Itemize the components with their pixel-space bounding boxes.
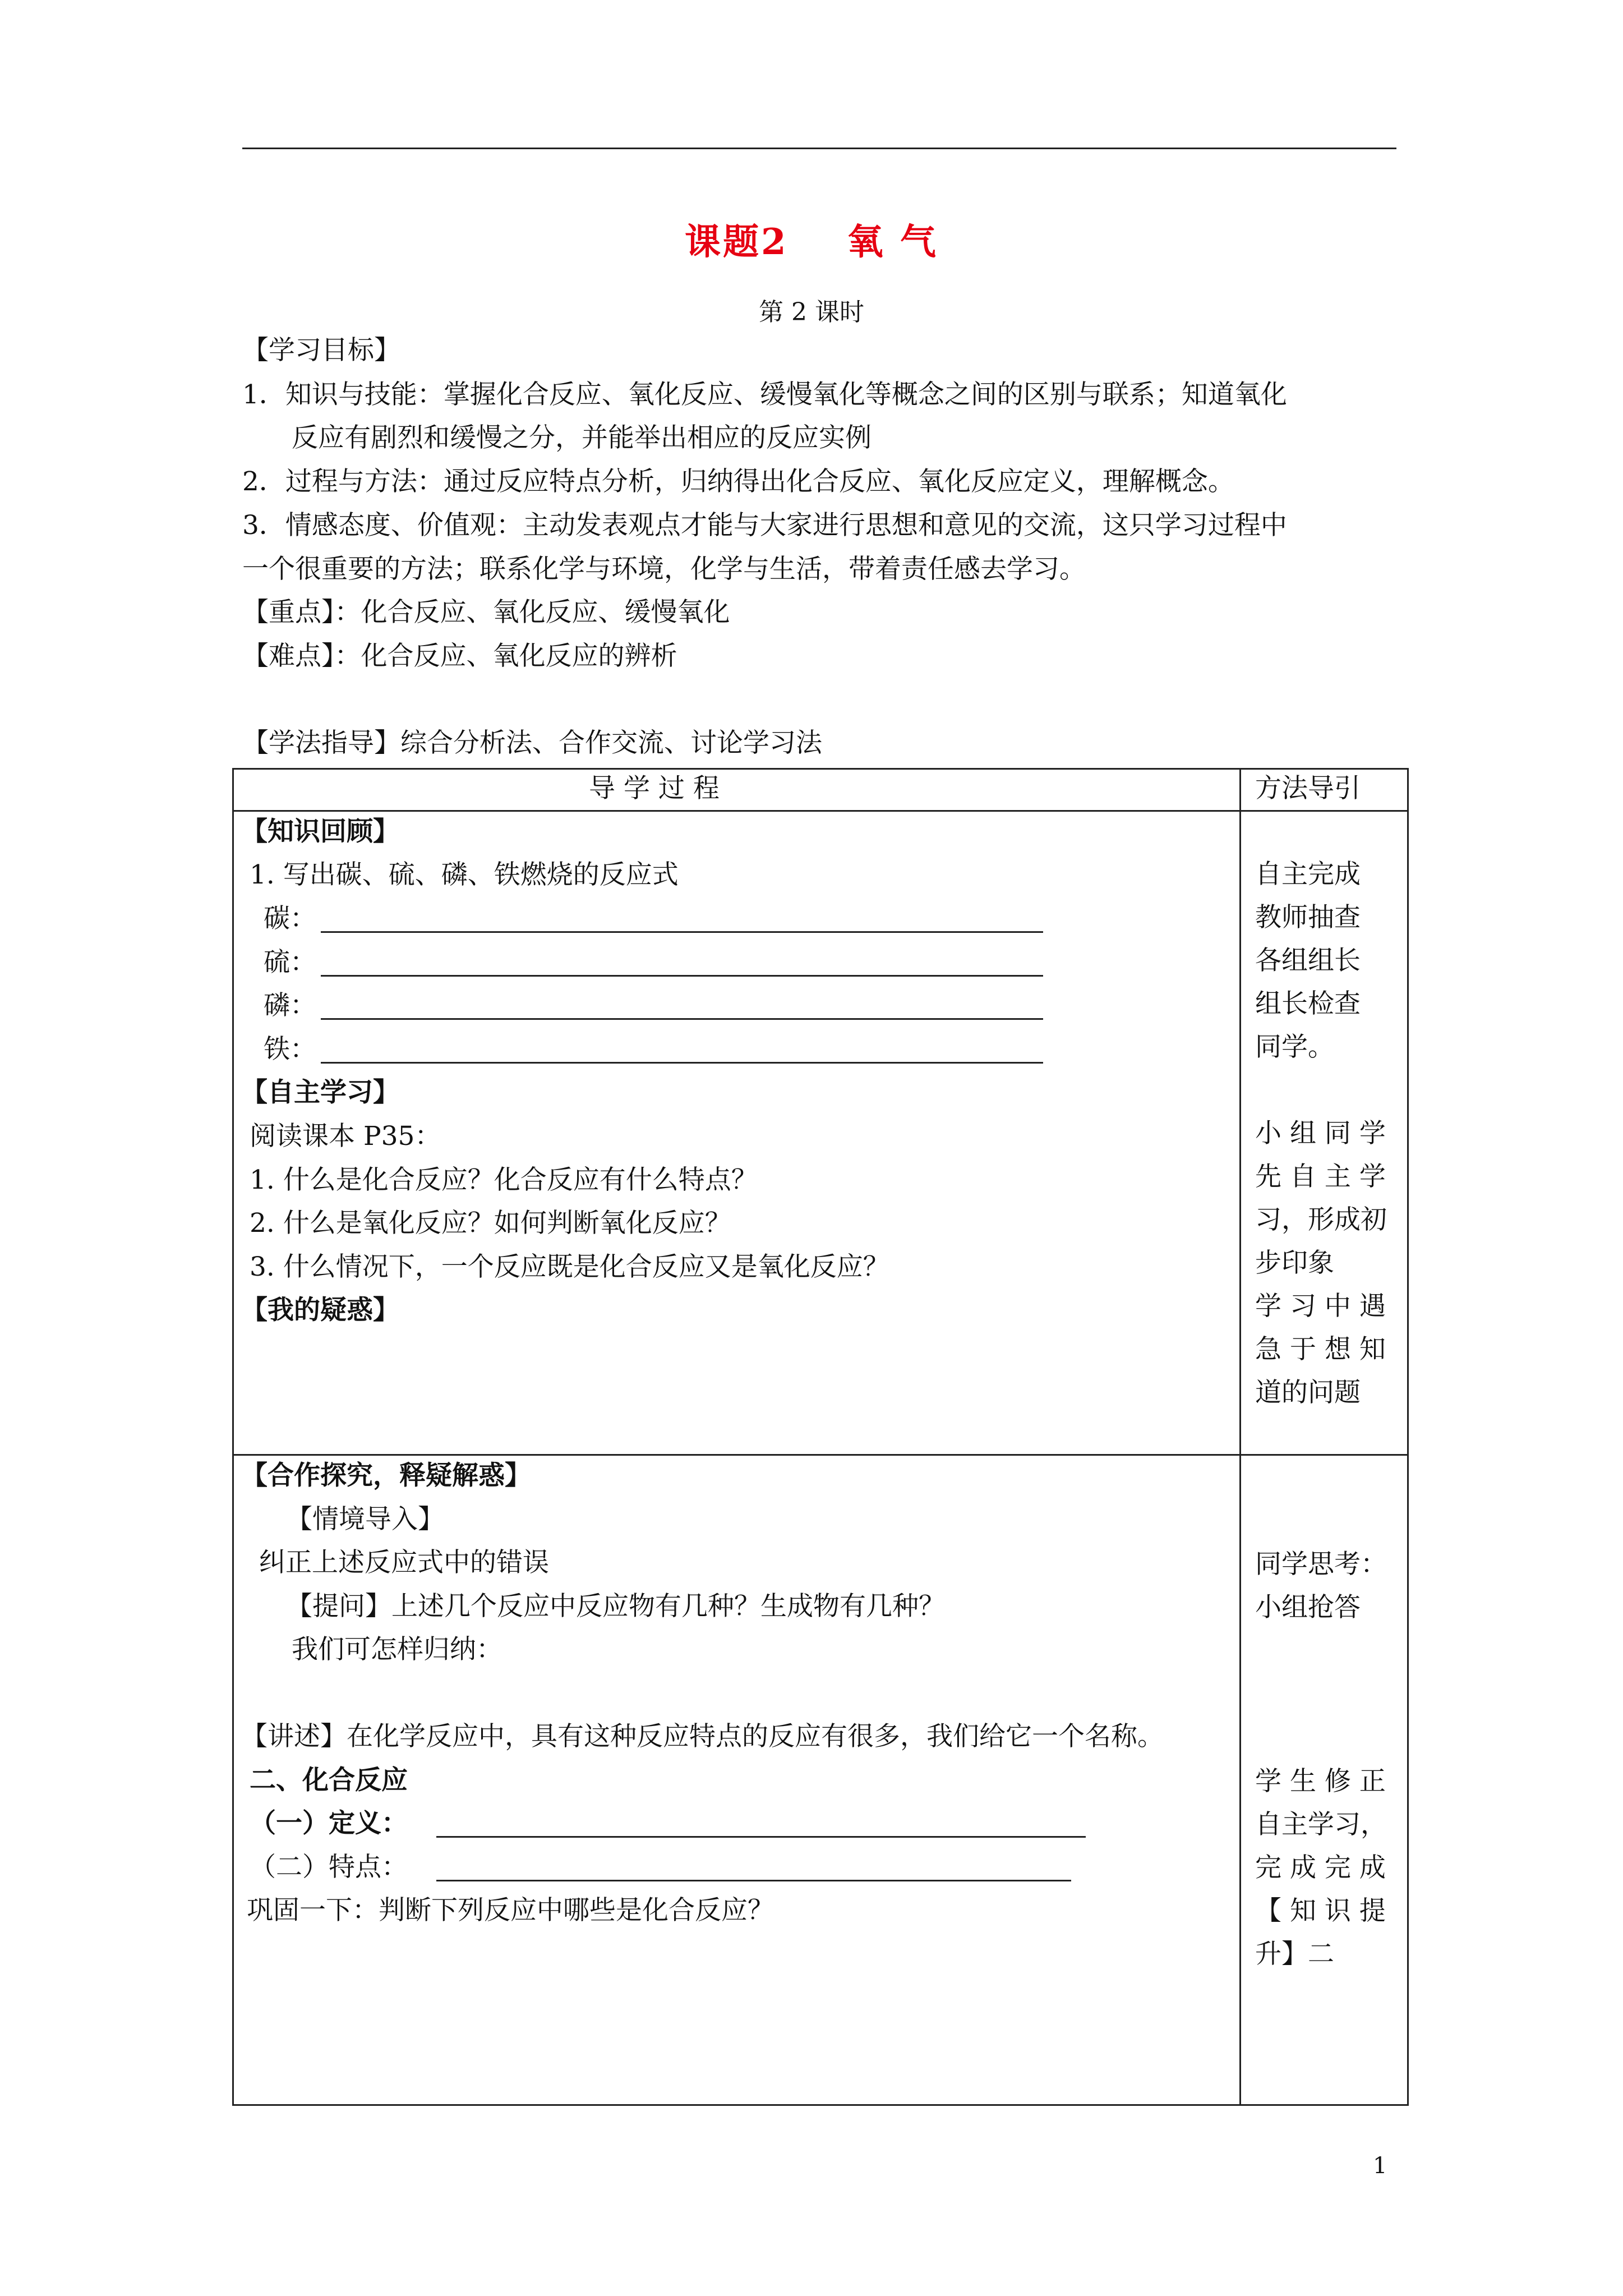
definition-label: （一）定义： [250,1808,408,1839]
objective-2: 2．过程与方法：通过反应特点分析，归纳得出化合反应、氧化反应定义，理解概念。 [242,466,1234,497]
review-label-sulfur: 硫： [264,947,316,978]
method-guide-3 [1255,1760,1395,1976]
objective-1-line2: 反应有剧烈和缓慢之分，并能举出相应的反应实例 [292,422,872,453]
method-guide-line: 小 组 同 学 [1255,1118,1386,1149]
method-guide-line: 升】二 [1255,1939,1334,1970]
review-label-carbon: 碳： [264,903,316,934]
lecture-text: 【讲述】在化学反应中，具有这种反应特点的反应有很多，我们给它一个名称。 [241,1721,1164,1752]
method-guide-line: 步印象 [1255,1248,1334,1278]
key-point: 【重点】：化合反应、氧化反应、缓慢氧化 [242,597,730,628]
method-guide-line: 同学思考： [1255,1549,1387,1580]
method-guide-line: 自主完成 [1255,859,1361,890]
method-guide-1 [1255,853,1395,1414]
objective-3-line2: 一个很重要的方法；联系化学与环境，化学与生活，带着责任感去学习。 [242,554,1086,585]
correct-errors-instruction: 纠正上述反应式中的错误 [259,1547,549,1578]
self-study-reading: 阅读课本 P35： [250,1121,441,1152]
objective-3-line1: 3．情感态度、价值观：主动发表观点才能与大家进行思想和意见的交流，这只学习过程中 [242,510,1287,541]
answer-blank-iron[interactable] [321,1062,1043,1064]
method-guide-line: 【 知 识 提 [1255,1895,1386,1926]
method-guide-line: 教师抽查 [1255,902,1361,933]
method-guide-2 [1255,1543,1395,1629]
method-guide-line: 先 自 主 学 [1255,1161,1386,1192]
column-header-method: 方法导引 [1255,773,1361,804]
method-guide-line: 完 成 完 成 [1255,1852,1386,1883]
self-study-heading: 【自主学习】 [241,1077,399,1108]
study-method: 【学法指导】综合分析法、合作交流、讨论学习法 [242,728,822,758]
page-number: 1 [1373,2153,1387,2179]
answer-blank-phosphorus[interactable] [321,1018,1043,1020]
table-section-divider [232,1454,1409,1456]
question-prompt: 【提问】上述几个反应中反应物有几种？生成物有几种？ [286,1591,945,1622]
section-combination-reaction: 二、化合反应 [250,1765,408,1796]
review-question: 1. 写出碳、硫、磷、铁燃烧的反应式 [250,859,679,890]
review-heading: 【知识回顾】 [241,816,399,847]
table-header-divider [232,810,1409,812]
method-guide-line: 各组组长 [1255,945,1361,976]
objective-1-line1: 1．知识与技能：掌握化合反应、氧化反应、缓慢氧化等概念之间的区别与联系；知道氧化 [242,379,1287,410]
method-guide-line: 组长检查 [1255,988,1361,1019]
objectives-heading: 【学习目标】 [242,335,400,366]
method-guide-line: 同学。 [1255,1032,1334,1062]
review-label-iron: 铁： [264,1034,316,1065]
doubt-heading: 【我的疑惑】 [241,1295,399,1326]
method-guide-line [1255,1069,1395,1112]
column-header-process: 导 学 过 程 [589,773,720,804]
feature-blank[interactable] [436,1880,1071,1881]
self-study-question-3: 3. 什么情况下，一个反应既是化合反应又是氧化反应？ [250,1251,889,1282]
feature-label: （二）特点： [250,1852,408,1883]
explore-heading: 【合作探究，释疑解惑】 [241,1460,531,1491]
table-column-divider [1239,768,1241,2106]
difficult-point: 【难点】：化合反应、氧化反应的辨析 [242,641,677,671]
review-label-phosphorus: 磷： [264,990,316,1021]
self-study-question-2: 2. 什么是氧化反应？如何判断氧化反应？ [250,1208,731,1239]
method-guide-line: 习，形成初 [1255,1204,1387,1235]
method-guide-line: 道的问题 [1255,1377,1361,1408]
lesson-subtitle: 第 2 课时 [759,298,864,326]
lesson-title: 课题2 氧 气 [685,221,938,263]
self-study-question-1: 1. 什么是化合反应？化合反应有什么特点？ [250,1165,758,1195]
answer-blank-carbon[interactable] [321,931,1043,933]
header-rule [242,148,1396,149]
method-guide-line: 自主学习， [1255,1809,1387,1840]
method-guide-line: 急 于 想 知 [1255,1334,1386,1365]
scenario-heading: 【情境导入】 [286,1504,444,1535]
definition-blank[interactable] [436,1836,1086,1838]
summarize-prompt: 我们可怎样归纳： [292,1634,502,1665]
answer-blank-sulfur[interactable] [321,975,1043,977]
method-guide-line: 小组抢答 [1255,1592,1361,1623]
method-guide-line: 学 生 修 正 [1255,1766,1386,1797]
consolidate-prompt: 巩固一下：判断下列反应中哪些是化合反应？ [247,1895,774,1926]
method-guide-line: 学 习 中 遇 [1255,1291,1386,1322]
